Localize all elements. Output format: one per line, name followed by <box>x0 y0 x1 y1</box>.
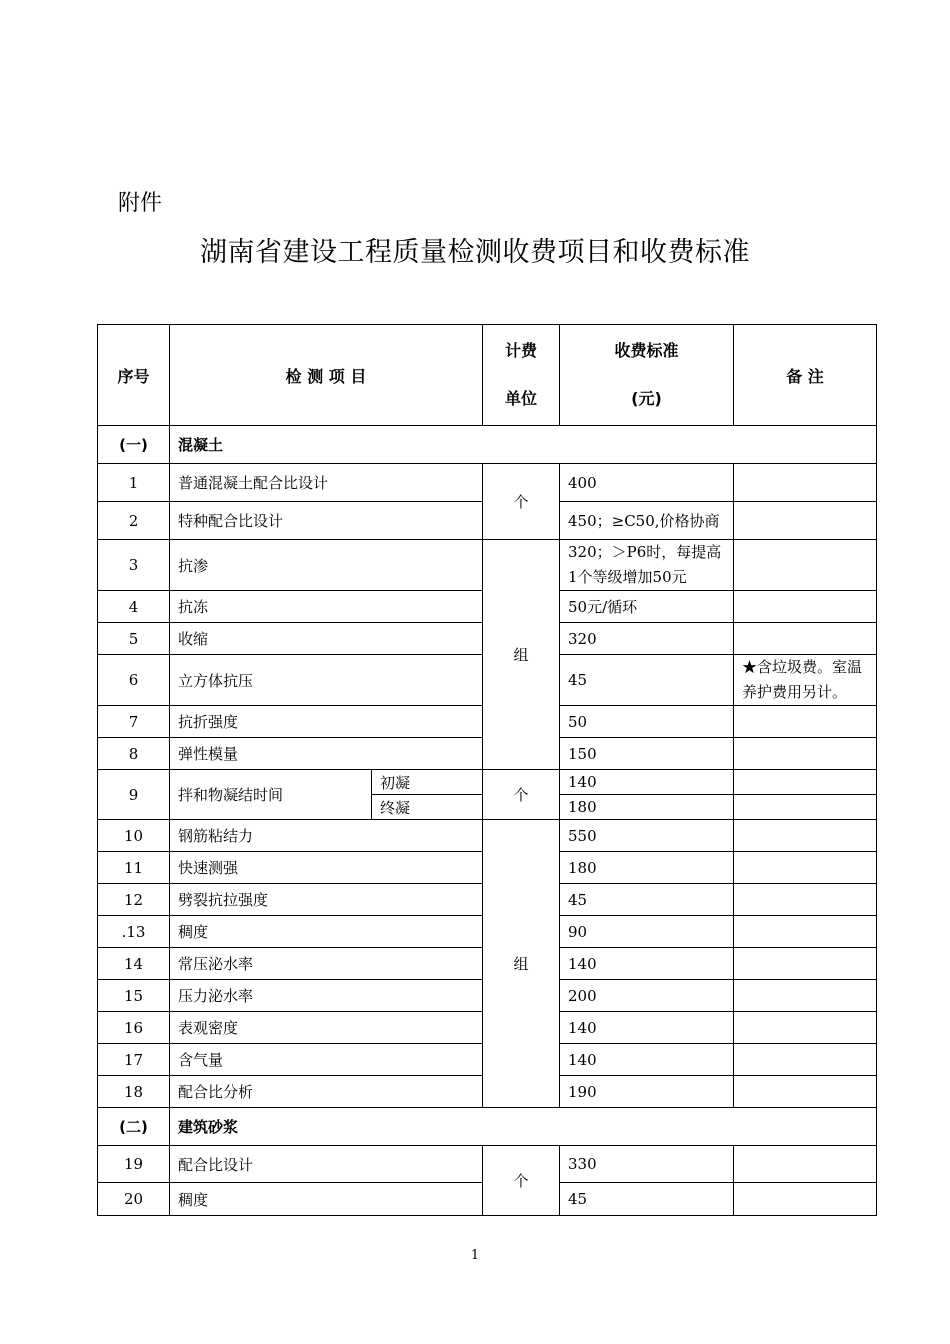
row-item: 压力泌水率 <box>170 980 483 1012</box>
header-price <box>560 325 734 426</box>
row-remark <box>734 820 877 852</box>
header-unit <box>483 325 560 426</box>
row-item: 表观密度 <box>170 1012 483 1044</box>
row-seq: 2 <box>98 502 170 540</box>
row-unit: 个 <box>483 770 560 820</box>
row-subitem: 终凝 <box>372 795 483 820</box>
row-seq: 1 <box>98 464 170 502</box>
row-remark <box>734 706 877 738</box>
row-seq: 14 <box>98 948 170 980</box>
row-unit: 个 <box>483 1146 560 1216</box>
row-seq: 20 <box>98 1183 170 1216</box>
row-seq: 12 <box>98 884 170 916</box>
row-seq: 17 <box>98 1044 170 1076</box>
row-price: 320 <box>560 623 734 655</box>
row-price: 200 <box>560 980 734 1012</box>
section-name: 建筑砂浆 <box>170 1108 877 1146</box>
row-remark <box>734 916 877 948</box>
row-item: 配合比分析 <box>170 1076 483 1108</box>
row-item: 快速测强 <box>170 852 483 884</box>
row-remark <box>734 464 877 502</box>
row-item: 抗折强度 <box>170 706 483 738</box>
row-item: 含气量 <box>170 1044 483 1076</box>
row-price: 50元/循环 <box>560 591 734 623</box>
row-remark: ★含垃圾费。室温养护费用另计。 <box>734 655 877 706</box>
row-price: 140 <box>560 1044 734 1076</box>
row-unit: 组 <box>483 820 560 1108</box>
section-row <box>98 426 877 464</box>
row-price: 450；≥C50,价格协商 <box>560 502 734 540</box>
row-remark <box>734 1012 877 1044</box>
page-number: 1 <box>470 1248 480 1263</box>
row-item: 抗冻 <box>170 591 483 623</box>
row-item: 稠度 <box>170 916 483 948</box>
row-remark <box>734 948 877 980</box>
row-item: 配合比设计 <box>170 1146 483 1183</box>
row-unit: 组 <box>483 540 560 770</box>
section-name: 混凝土 <box>170 426 877 464</box>
row-price: 330 <box>560 1146 734 1183</box>
row-price: 180 <box>560 852 734 884</box>
row-remark <box>734 852 877 884</box>
header-unit-line2: 单位 <box>504 389 537 408</box>
row-seq: 19 <box>98 1146 170 1183</box>
row-seq: 16 <box>98 1012 170 1044</box>
row-seq: 15 <box>98 980 170 1012</box>
row-item: 常压泌水率 <box>170 948 483 980</box>
table-row <box>98 540 877 591</box>
row-item: 钢筋粘结力 <box>170 820 483 852</box>
row-item: 稠度 <box>170 1183 483 1216</box>
row-price: 150 <box>560 738 734 770</box>
row-price: 90 <box>560 916 734 948</box>
header-unit-line1: 计费 <box>504 341 537 360</box>
row-price: 190 <box>560 1076 734 1108</box>
row-remark <box>734 623 877 655</box>
row-remark <box>734 502 877 540</box>
row-remark <box>734 1183 877 1216</box>
row-price: 400 <box>560 464 734 502</box>
row-item: 拌和物凝结时间 <box>170 770 372 820</box>
row-item: 弹性模量 <box>170 738 483 770</box>
row-item: 抗渗 <box>170 540 483 591</box>
row-item: 劈裂抗拉强度 <box>170 884 483 916</box>
row-seq: 6 <box>98 655 170 706</box>
row-remark <box>734 795 877 820</box>
section-seq: (二) <box>98 1108 170 1146</box>
row-remark <box>734 770 877 795</box>
row-seq: 8 <box>98 738 170 770</box>
row-seq: .13 <box>98 916 170 948</box>
row-price: 140 <box>560 770 734 795</box>
row-item: 特种配合比设计 <box>170 502 483 540</box>
row-seq: 18 <box>98 1076 170 1108</box>
row-price: 550 <box>560 820 734 852</box>
row-remark <box>734 1146 877 1183</box>
row-price: 180 <box>560 795 734 820</box>
table-row <box>98 464 877 502</box>
row-price: 140 <box>560 948 734 980</box>
table-row <box>98 770 877 795</box>
table-row <box>98 820 877 852</box>
row-price: 45 <box>560 1183 734 1216</box>
row-unit: 个 <box>483 464 560 540</box>
row-seq: 5 <box>98 623 170 655</box>
row-seq: 4 <box>98 591 170 623</box>
row-price: 50 <box>560 706 734 738</box>
header-price-line2: (元) <box>631 389 662 408</box>
row-seq: 7 <box>98 706 170 738</box>
row-seq: 9 <box>98 770 170 820</box>
section-row <box>98 1108 877 1146</box>
attachment-label: 附件 <box>118 191 163 216</box>
row-price: 45 <box>560 655 734 706</box>
row-remark <box>734 540 877 591</box>
fee-table <box>97 324 877 1216</box>
row-remark <box>734 738 877 770</box>
row-remark <box>734 591 877 623</box>
header-seq: 序号 <box>98 325 170 426</box>
row-remark <box>734 1044 877 1076</box>
table-header-row <box>98 325 877 426</box>
row-seq: 3 <box>98 540 170 591</box>
row-item: 普通混凝土配合比设计 <box>170 464 483 502</box>
document-title: 湖南省建设工程质量检测收费项目和收费标准 <box>200 237 750 268</box>
row-item: 立方体抗压 <box>170 655 483 706</box>
row-remark <box>734 1076 877 1108</box>
row-price: 45 <box>560 884 734 916</box>
section-seq: (一) <box>98 426 170 464</box>
row-item: 收缩 <box>170 623 483 655</box>
row-seq: 11 <box>98 852 170 884</box>
row-price: 140 <box>560 1012 734 1044</box>
row-subitem: 初凝 <box>372 770 483 795</box>
header-price-line1: 收费标准 <box>614 341 679 360</box>
header-remark: 备 注 <box>734 325 877 426</box>
table-row <box>98 1146 877 1183</box>
row-seq: 10 <box>98 820 170 852</box>
header-item: 检 测 项 目 <box>170 325 483 426</box>
row-remark <box>734 980 877 1012</box>
row-remark <box>734 884 877 916</box>
row-price: 320；＞P6时，每提高1个等级增加50元 <box>560 540 734 591</box>
